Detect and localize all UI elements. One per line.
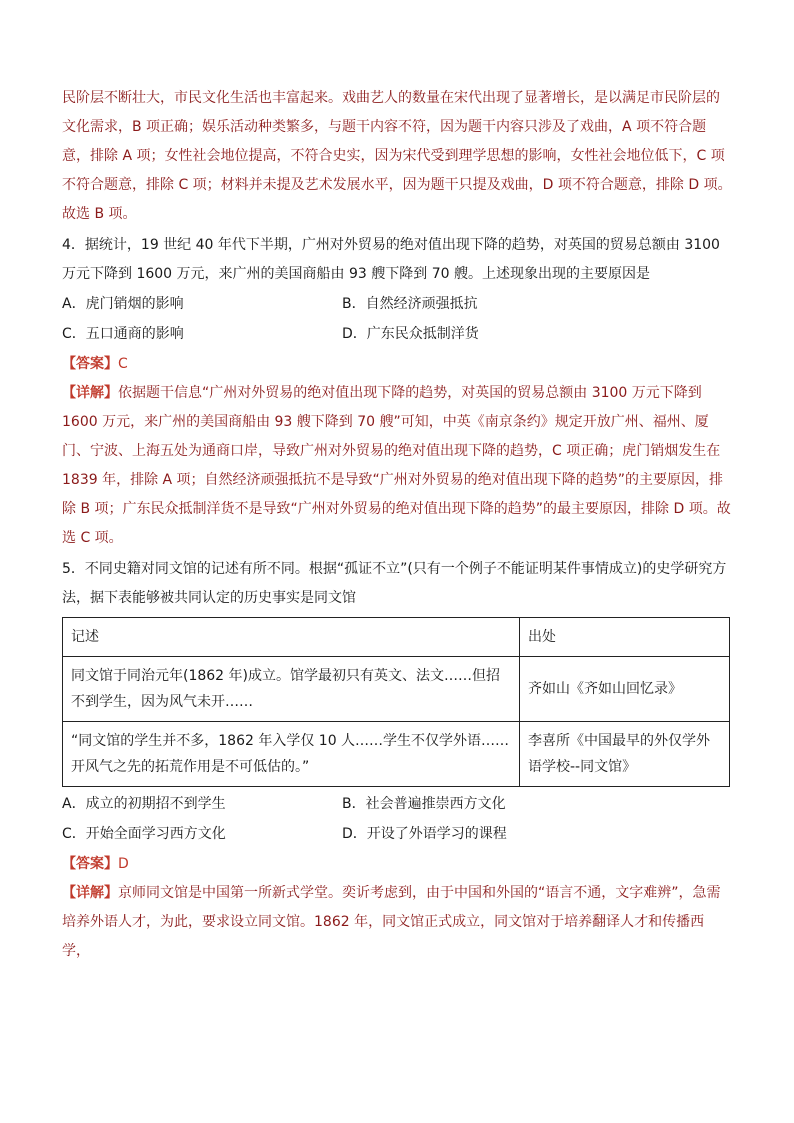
table-cell-source: 齐如山《齐如山回忆录》 [520,657,730,722]
q5-explain-text: 京师同文馆是中国第一所新式学堂。奕䜣考虑到，由于中国和外国的“语言不通，文字难辨”，急需培养外语人才，为此，要求设立同文馆。1862 年，同文馆正式成立，同文馆对于培养翻译人才和传播西学， [62,885,721,959]
q5-explain-tag: 【详解】 [62,885,118,901]
table-row [63,722,730,787]
q5-option-b[interactable]: B．社会普遍推崇西方文化 [342,796,506,812]
q4-explain-tag: 【详解】 [62,385,118,401]
document-page [62,84,732,966]
q4-option-d[interactable]: D．广东民众抵制洋货 [342,326,479,342]
q4-option-c[interactable]: C．五口通商的影响 [62,326,184,342]
table-cell-record: “同文馆的学生并不多，1862 年入学仅 10 人……学生不仅学外语……开风气之先的拓荒作用是不可低估的。” [63,722,520,787]
q5-answer-tag: 【答案】 [62,856,118,872]
q4-answer-value: C [118,356,128,372]
q5-source-table [62,617,730,787]
q5-option-a[interactable]: A．成立的初期招不到学生 [62,796,226,812]
q4-answer-tag: 【答案】 [62,356,118,372]
question-4-options-row1 [62,289,732,319]
question-5-options-row2 [62,819,732,849]
question-4-stem: 4．据统计，19 世纪 40 年代下半期，广州对外贸易的绝对值出现下降的趋势，对英国的贸易总额由 3100 万元下降到 1600 万元，来广州的美国商船由 93 艘下降到 70 艘。上述现象出现的主要原因是 [62,237,720,282]
q4-explanation [62,379,732,553]
table-cell-source: 李喜所《中国最早的外仅学外语学校--同文馆》 [520,722,730,787]
q5-explanation [62,879,732,966]
q4-answer [62,349,732,379]
q5-option-c[interactable]: C．开始全面学习西方文化 [62,826,226,842]
table-header-record: 记述 [63,618,520,657]
q5-option-d[interactable]: D．开设了外语学习的课程 [342,826,507,842]
q4-option-b[interactable]: B．自然经济顽强抵抗 [342,296,478,312]
previous-explanation: 民阶层不断壮大，市民文化生活也丰富起来。戏曲艺人的数量在宋代出现了显著增长，是以满足市民阶层的文化需求，B 项正确；娱乐活动种类繁多，与题干内容不符，因为题干内容只涉及了戏曲，A 项不符合题意，排除 A 项；女性社会地位提高，不符合史实，因为宋代受到理学思想的影响，女性社会地位低下，C 项不符合题意，排除 C 项；材料并未提及艺术发展水平，因为题干只提及戏曲，D 项不符合题意，排除 D 项。故选 B 项。 [62,90,732,222]
q5-answer [62,849,732,879]
table-cell-record: 同文馆于同治元年(1862 年)成立。馆学最初只有英文、法文……但招不到学生，因为风气未开…… [63,657,520,722]
question-4-options-row2 [62,319,732,349]
table-header-row [63,618,730,657]
question-5-options-row1 [62,789,732,819]
question-5-stem: 5．不同史籍对同文馆的记述有所不同。根据“孤证不立”(只有一个例子不能证明某件事情成立)的史学研究方法，据下表能够被共同认定的历史事实是同文馆 [62,561,727,606]
q4-explain-text: 依据题干信息“广州对外贸易的绝对值出现下降的趋势，对英国的贸易总额由 3100 万元下降到 1600 万元，来广州的美国商船由 93 艘下降到 70 艘”可知，中英《南京条约》规定开放广州、福州、厦门、宁波、上海五处为通商口岸，导致广州对外贸易的绝对值出现下降的趋势，C 项正确；虎门销烟发生在 1839 年，排除 A 项；自然经济顽强抵抗不是导致“广州对外贸易的绝对值出现下降的趋势”的主要原因，排除 B 项；广东民众抵制洋货不是导致“广州对外贸易的绝对值出现下降的趋势”的最主要原因，排除 D 项。故选 C 项。 [62,385,731,546]
table-row [63,657,730,722]
q5-answer-value: D [118,856,129,872]
table-header-source: 出处 [520,618,730,657]
q4-option-a[interactable]: A．虎门销烟的影响 [62,296,184,312]
